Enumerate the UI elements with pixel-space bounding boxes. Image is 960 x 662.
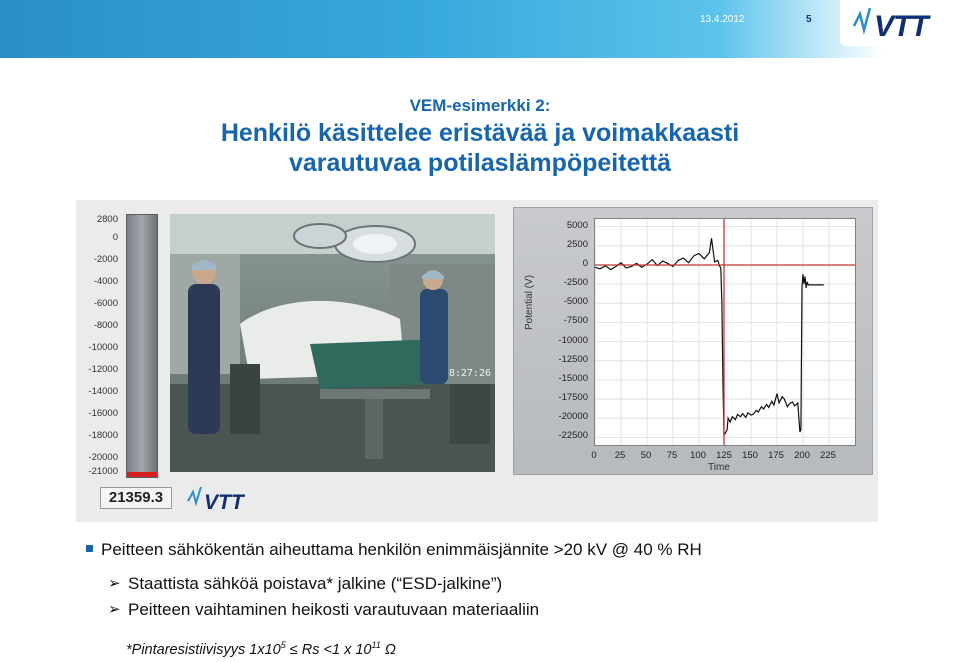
vtt-logo-icon <box>840 0 960 46</box>
meter-scale-label: -10000 <box>88 342 118 353</box>
meter-level-fill <box>127 472 157 477</box>
svg-text:VTT: VTT <box>204 491 244 514</box>
slide-subtitle: VEM-esimerkki 2: <box>409 96 551 115</box>
meter-scale-label: 0 <box>112 232 118 243</box>
meter-bar <box>126 214 158 478</box>
plot-svg <box>595 219 855 445</box>
meter-scale-label: -8000 <box>93 320 118 331</box>
meter-scale-label: -18000 <box>88 430 118 441</box>
operating-room-icon <box>170 214 495 472</box>
x-tick-label: 25 <box>614 450 626 461</box>
vtt-small-logo-icon <box>184 484 274 514</box>
square-bullet-icon <box>86 545 93 552</box>
y-tick-label: 0 <box>582 257 588 269</box>
title-line-2: varautuvaa potilaslämpöpeitettä <box>288 149 672 177</box>
y-tick-label: -12500 <box>558 353 588 365</box>
header-band <box>0 0 960 58</box>
title-line-1: Henkilö käsittelee eristävää ja voimakkaasti <box>220 119 740 147</box>
y-tick-label: 2500 <box>566 238 588 250</box>
y-tick-label: -2500 <box>563 277 588 289</box>
operating-room-photo <box>170 214 495 472</box>
y-tick-label: -15000 <box>558 372 588 384</box>
x-tick-label: 150 <box>742 450 758 461</box>
meter-scale-label: -4000 <box>93 276 118 287</box>
page-number: 5 <box>806 14 812 25</box>
y-tick-label: 5000 <box>566 219 588 231</box>
meter-scale-label: -14000 <box>88 386 118 397</box>
sub-bullet-2 <box>108 600 540 620</box>
vtt-logo <box>840 0 960 46</box>
meter-scale-label: -16000 <box>88 408 118 419</box>
y-tick-label: -20000 <box>558 411 588 423</box>
x-tick-label: 225 <box>820 450 836 461</box>
sub-bullet-1 <box>108 574 503 594</box>
svg-text:VTT: VTT <box>874 10 928 43</box>
y-axis-title: Potential (V) <box>524 274 535 330</box>
x-tick-label: 100 <box>690 450 706 461</box>
meter-scale-label: -20000 <box>88 452 118 463</box>
potential-series-line <box>595 238 824 435</box>
arrow-bullet-icon: ➢ <box>108 575 121 592</box>
footnote: *Pintaresistiivisyys $1x10^5 \le Rs <1$ x $10^{11}$ Ω <box>126 640 396 658</box>
x-axis-title: Time <box>708 462 730 473</box>
meter-scale-label: -21000 <box>88 466 118 477</box>
panel-vtt-logo <box>184 484 274 519</box>
slide-date: 13.4.2012 <box>700 14 745 25</box>
meter-readout: 21359.3 <box>100 487 172 509</box>
measurement-panel <box>76 200 878 522</box>
y-tick-label: -10000 <box>558 334 588 346</box>
bullet-main <box>86 540 702 560</box>
plot-area <box>594 218 856 446</box>
potential-graph <box>513 207 873 475</box>
slide-title <box>0 118 960 178</box>
x-tick-label: 175 <box>768 450 784 461</box>
video-timestamp: 8:27:26 <box>448 368 491 379</box>
y-tick-label: -7500 <box>563 315 588 327</box>
x-tick-label: 125 <box>716 450 732 461</box>
voltage-meter <box>76 214 154 478</box>
x-tick-label: 0 <box>591 450 597 461</box>
meter-scale-label: 2800 <box>96 214 118 225</box>
bullet-main-text: Peitteen sähkökentän aiheuttama henkilön enimmäisjännite >20 kV @ 40 % RH <box>101 540 702 559</box>
sub-bullet-2-text: Peitteen vaihtaminen heikosti varautuvaan materiaaliin <box>128 600 540 619</box>
meter-scale-label: -6000 <box>93 298 118 309</box>
y-tick-label: -5000 <box>563 296 588 308</box>
arrow-bullet-icon: ➢ <box>108 601 121 618</box>
x-tick-label: 50 <box>640 450 652 461</box>
meter-scale-label: -12000 <box>88 364 118 375</box>
y-tick-label: -22500 <box>558 430 588 442</box>
meter-scale-label: -2000 <box>93 254 118 265</box>
sub-bullet-1-text: Staattista sähköä poistava* jalkine (“ESD-jalkine”) <box>128 574 503 593</box>
y-tick-label: -17500 <box>558 392 588 404</box>
x-tick-label: 75 <box>666 450 678 461</box>
x-tick-label: 200 <box>794 450 810 461</box>
